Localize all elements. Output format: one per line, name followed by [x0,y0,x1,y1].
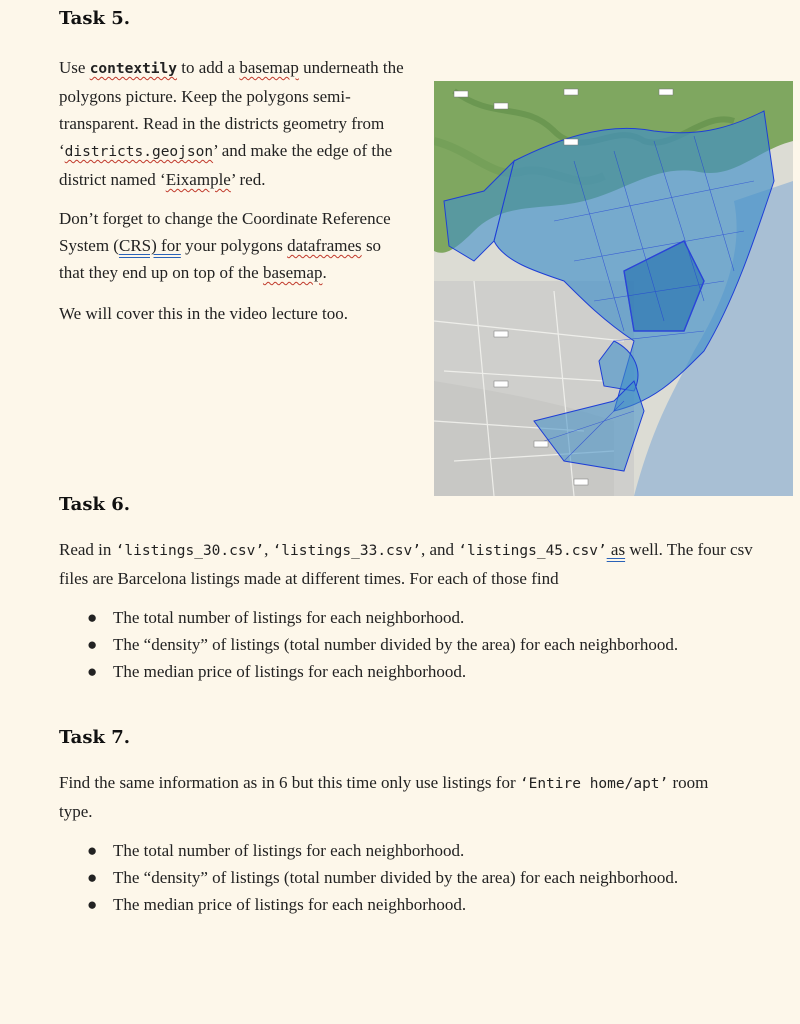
list-item: ● The median price of listings for each neighborhood. [59,891,789,918]
list-item: ● The total number of listings for each neighborhood. [59,604,789,631]
task5-paragraph-2: Don’t forget to change the Coordinate Reference System (CRS) for your polygons dataframes so that they end up on top of the basemap. [59,209,391,282]
task5-paragraph-1: Use contextily to add a basemap underneath the polygons picture. Keep the polygons semi- transparent. Read in the districts geometry from ‘districts.geojson’ and make the edge of the district named ‘Eixample’ red. [59,58,404,189]
bullet-icon: ● [87,662,98,681]
task6-bullet-list [59,604,789,685]
code-listings-30: ‘listings_30.csv’ [115,543,265,559]
list-item: ● The “density” of listings (total number divided by the area) for each neighborhood. [59,864,789,891]
list-item: ● The total number of listings for each neighborhood. [59,837,789,864]
task7-heading: Task 7. [59,727,130,748]
list-item: ● The “density” of listings (total number divided by the area) for each neighborhood. [59,631,789,658]
bullet-icon: ● [87,635,98,654]
task6-heading: Task 6. [59,494,130,515]
code-districts-geojson: districts.geojson [64,144,214,160]
task5-heading: Task 5. [59,8,130,29]
bullet-icon: ● [87,895,98,914]
bullet-icon: ● [87,868,98,887]
task6-intro: Read in ‘listings_30.csv’, ‘listings_33.csv’, and ‘listings_45.csv’ as well. The four csv files are Barcelona listings made at different times. For each of those find [59,540,753,588]
bullet-icon: ● [87,608,98,627]
task7-intro: Find the same information as in 6 but this time only use listings for ‘Entire home/apt’ room type. [59,773,709,821]
code-listings-45: ‘listings_45.csv’ [458,543,607,559]
code-contextily: contextily [89,61,178,77]
barcelona-districts-map [434,81,793,496]
code-listings-33: ‘listings_33.csv’ [272,543,421,559]
bullet-icon: ● [87,841,98,860]
task5-paragraph-3: We will cover this in the video lecture too. [59,304,348,323]
task7-bullet-list [59,837,789,918]
code-entire-home: ‘Entire home/apt’ [519,776,669,792]
list-item: ● The median price of listings for each neighborhood. [59,658,789,685]
